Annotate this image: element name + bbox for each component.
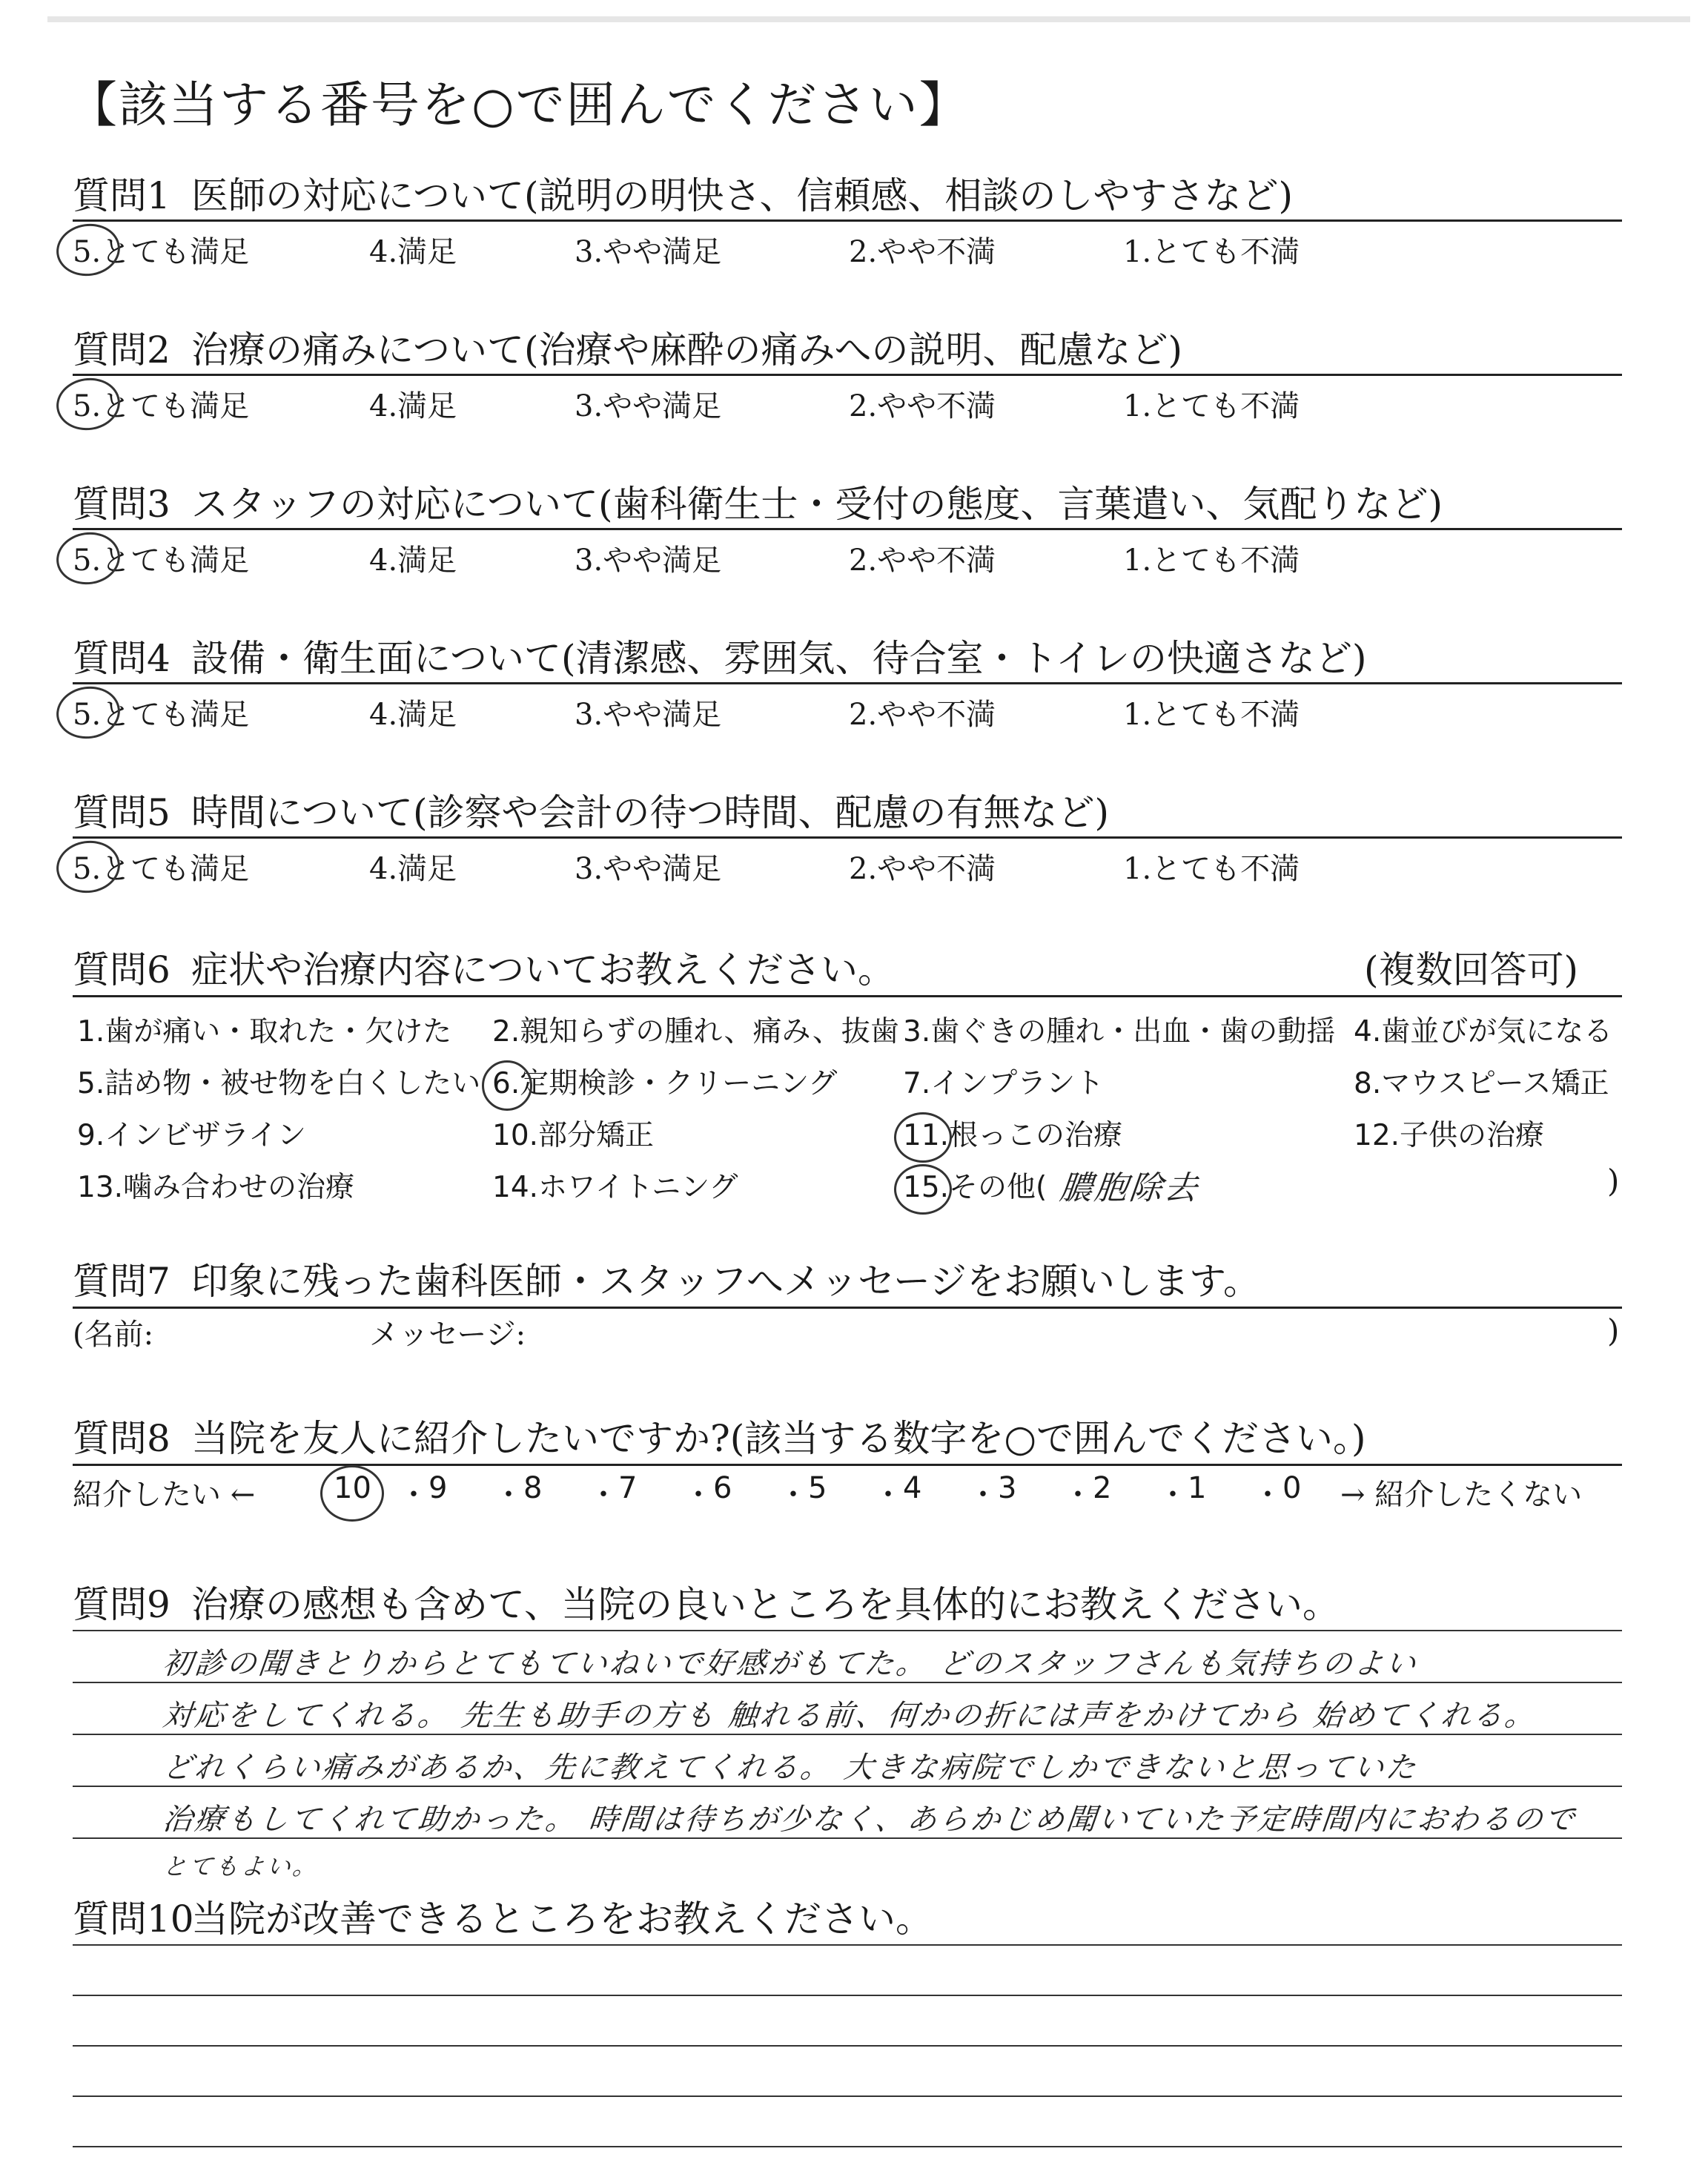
q4-option-3[interactable]: 3.やや満足	[575, 698, 722, 732]
q3-option-2[interactable]: 2.やや不満	[849, 544, 996, 578]
q5-option-3[interactable]: 3.やや満足	[575, 852, 722, 886]
q2-option-3[interactable]: 3.やや満足	[575, 389, 722, 423]
q6-option-3[interactable]: 3.歯ぐきの腫れ・出血・歯の動揺	[903, 1015, 1336, 1048]
q8-scale-0[interactable]: 0	[1282, 1471, 1302, 1505]
q8-left-label: 紹介したい ←	[73, 1478, 256, 1512]
q1-rule	[73, 219, 1622, 222]
q3-title	[73, 475, 1443, 528]
q8-right-label: → 紹介したくない	[1340, 1478, 1583, 1512]
q2-text: 治療の痛みについて(治療や麻酔の痛みへの説明、配慮など)	[191, 328, 1183, 371]
q6-rule	[73, 995, 1622, 997]
q8-dot: ・	[399, 1478, 428, 1512]
q7-title	[73, 1252, 1260, 1305]
q9-title	[73, 1575, 1340, 1628]
q9-answer-line-5: とてもよい。	[161, 1852, 320, 1880]
q3-text: スタッフの対応について(歯科衛生士・受付の態度、言葉遣い、気配りなど)	[191, 483, 1443, 526]
q6-other-handwritten: 膿胞除去	[1057, 1169, 1202, 1207]
q5-option-5[interactable]: 5.とても満足	[73, 852, 250, 886]
q8-scale-2[interactable]: 2	[1093, 1471, 1112, 1505]
q10-text: 当院が改善できるところをお教えください。	[191, 1898, 933, 1941]
q8-scale-10[interactable]: 10	[334, 1471, 371, 1505]
q6-option-14[interactable]: 14.ホワイトニング	[492, 1171, 738, 1204]
q2-title	[73, 320, 1182, 374]
q2-number: 質問2	[73, 328, 171, 371]
q4-option-5[interactable]: 5.とても満足	[73, 698, 250, 732]
q8-scale-8[interactable]: 8	[523, 1471, 543, 1505]
q8-dot: ・	[873, 1478, 903, 1512]
q3-option-1[interactable]: 1.とても不満	[1123, 544, 1300, 578]
q6-option-10[interactable]: 10.部分矯正	[492, 1119, 655, 1152]
q6-note: (複数回答可)	[1364, 948, 1579, 991]
q7-number: 質問7	[73, 1260, 171, 1303]
q1-number: 質問1	[73, 174, 171, 217]
q2-option-5[interactable]: 5.とても満足	[73, 389, 250, 423]
q10-number: 質問10	[73, 1898, 194, 1941]
scan-top-edge	[47, 16, 1690, 22]
q8-dot: ・	[778, 1478, 808, 1512]
q4-option-2[interactable]: 2.やや不満	[849, 698, 996, 732]
q4-title	[73, 629, 1367, 682]
q8-dot: ・	[494, 1478, 523, 1512]
q10-title	[73, 1889, 933, 1943]
q6-selected-circle-15	[894, 1164, 952, 1215]
q5-option-4[interactable]: 4.満足	[369, 852, 457, 886]
q8-scale-4[interactable]: 4	[903, 1471, 922, 1505]
q6-option-8[interactable]: 8.マウスピース矯正	[1354, 1067, 1609, 1100]
q9-line	[73, 1630, 1622, 1631]
q5-rule	[73, 836, 1622, 839]
q1-option-5[interactable]: 5.とても満足	[73, 235, 250, 269]
q10-line	[73, 2045, 1622, 2047]
q10-line	[73, 1944, 1622, 1946]
q8-dot: ・	[683, 1478, 713, 1512]
q3-rule	[73, 528, 1622, 530]
q8-scale-6[interactable]: 6	[713, 1471, 732, 1505]
q6-option-2[interactable]: 2.親知らずの腫れ、痛み、抜歯	[492, 1015, 899, 1048]
q2-rule	[73, 374, 1622, 376]
q6-text: 症状や治療内容についてお教えください。	[191, 948, 895, 991]
q8-scale-5[interactable]: 5	[808, 1471, 827, 1505]
q5-option-1[interactable]: 1.とても不満	[1123, 852, 1300, 886]
q6-option-1[interactable]: 1.歯が痛い・取れた・欠けた	[77, 1015, 452, 1048]
q1-title	[73, 166, 1293, 219]
q6-selected-circle-11	[894, 1112, 952, 1163]
q5-number: 質問5	[73, 791, 171, 834]
q6-option-13[interactable]: 13.噛み合わせの治療	[77, 1171, 355, 1204]
q8-dot: ・	[968, 1478, 998, 1512]
q2-option-1[interactable]: 1.とても不満	[1123, 389, 1300, 423]
q6-option-12[interactable]: 12.子供の治療	[1354, 1119, 1545, 1152]
q9-answer-line-4: 治療もしてくれて助かった。 時間は待ちが少なく、あらかじめ聞いていた予定時間内におわるので	[161, 1803, 1578, 1837]
q6-title	[73, 940, 895, 994]
page-heading: 【該当する番号を○で囲んでください】	[68, 76, 970, 133]
q4-option-1[interactable]: 1.とても不満	[1123, 698, 1300, 732]
q8-rule	[73, 1464, 1622, 1466]
q9-answer-line-3: どれくらい痛みがあるか、先に教えてくれる。 大きな病院でしかできないと思っていた	[161, 1751, 1420, 1785]
q4-text: 設備・衛生面について(清潔感、雰囲気、待合室・トイレの快適さなど)	[191, 637, 1367, 680]
q8-scale-9[interactable]: 9	[428, 1471, 448, 1505]
q1-option-2[interactable]: 2.やや不満	[849, 235, 996, 269]
q6-selected-circle-6	[482, 1060, 532, 1111]
q3-option-4[interactable]: 4.満足	[369, 544, 457, 578]
q8-selected-circle	[320, 1465, 384, 1522]
q8-scale-3[interactable]: 3	[998, 1471, 1017, 1505]
q10-line	[73, 2095, 1622, 2097]
q4-option-4[interactable]: 4.満足	[369, 698, 457, 732]
q8-dot: ・	[1158, 1478, 1188, 1512]
q9-answer-line-1: 初診の聞きとりからとてもていねいで好感がもてた。 どのスタッフさんも気持ちのよい	[161, 1647, 1420, 1681]
q9-number: 質問9	[73, 1583, 171, 1626]
q6-close-paren: )	[1607, 1163, 1620, 1199]
q8-number: 質問8	[73, 1417, 171, 1460]
q5-text: 時間について(診察や会計の待つ時間、配慮の有無など)	[191, 791, 1110, 834]
q1-option-3[interactable]: 3.やや満足	[575, 235, 722, 269]
q8-dot: ・	[589, 1478, 618, 1512]
q7-message-label: メッセージ:	[369, 1318, 526, 1352]
q6-option-7[interactable]: 7.インプラント	[903, 1067, 1105, 1100]
q10-line	[73, 2146, 1622, 2147]
q3-option-5[interactable]: 5.とても満足	[73, 544, 250, 578]
q4-number: 質問4	[73, 637, 171, 680]
q9-answer-line-2: 対応をしてくれる。 先生も助手の方も 触れる前、何かの折には声をかけてから 始めてくれる。	[161, 1699, 1539, 1733]
q8-dot: ・	[1063, 1478, 1093, 1512]
q6-option-9[interactable]: 9.インビザライン	[77, 1119, 307, 1152]
q4-rule	[73, 682, 1622, 684]
q9-text: 治療の感想も含めて、当院の良いところを具体的にお教えください。	[191, 1583, 1340, 1626]
q1-option-4[interactable]: 4.満足	[369, 235, 457, 269]
q1-text: 医師の対応について(説明の明快さ、信頼感、相談のしやすさなど)	[191, 174, 1294, 217]
q7-text: 印象に残った歯科医師・スタッフへメッセージをお願いします。	[191, 1260, 1260, 1303]
q7-close-paren: )	[1607, 1312, 1620, 1349]
q3-number: 質問3	[73, 483, 171, 526]
q6-option-11[interactable]: 11.根っこの治療	[903, 1119, 1123, 1152]
q2-option-4[interactable]: 4.満足	[369, 389, 457, 423]
q2-option-2[interactable]: 2.やや不満	[849, 389, 996, 423]
q8-scale-7[interactable]: 7	[618, 1471, 638, 1505]
q7-name-label: (名前:	[73, 1318, 154, 1352]
q3-option-3[interactable]: 3.やや満足	[575, 544, 722, 578]
q1-option-1[interactable]: 1.とても不満	[1123, 235, 1300, 269]
q6-number: 質問6	[73, 948, 171, 991]
q7-rule	[73, 1307, 1622, 1309]
q8-dot: ・	[1253, 1478, 1282, 1512]
q8-title	[73, 1409, 1366, 1462]
q6-option-5[interactable]: 5.詰め物・被せ物を白くしたい	[77, 1067, 481, 1100]
q6-option-15[interactable]: 15.その他(	[903, 1171, 1047, 1204]
q5-title	[73, 783, 1109, 836]
q10-line	[73, 1995, 1622, 1996]
q6-option-6[interactable]: 6.定期検診・クリーニング	[492, 1067, 838, 1100]
q8-scale-1[interactable]: 1	[1188, 1471, 1207, 1505]
q5-option-2[interactable]: 2.やや不満	[849, 852, 996, 886]
q8-text: 当院を友人に紹介したいですか?(該当する数字を○で囲んでください。)	[191, 1417, 1366, 1460]
q6-option-4[interactable]: 4.歯並びが気になる	[1354, 1015, 1613, 1048]
